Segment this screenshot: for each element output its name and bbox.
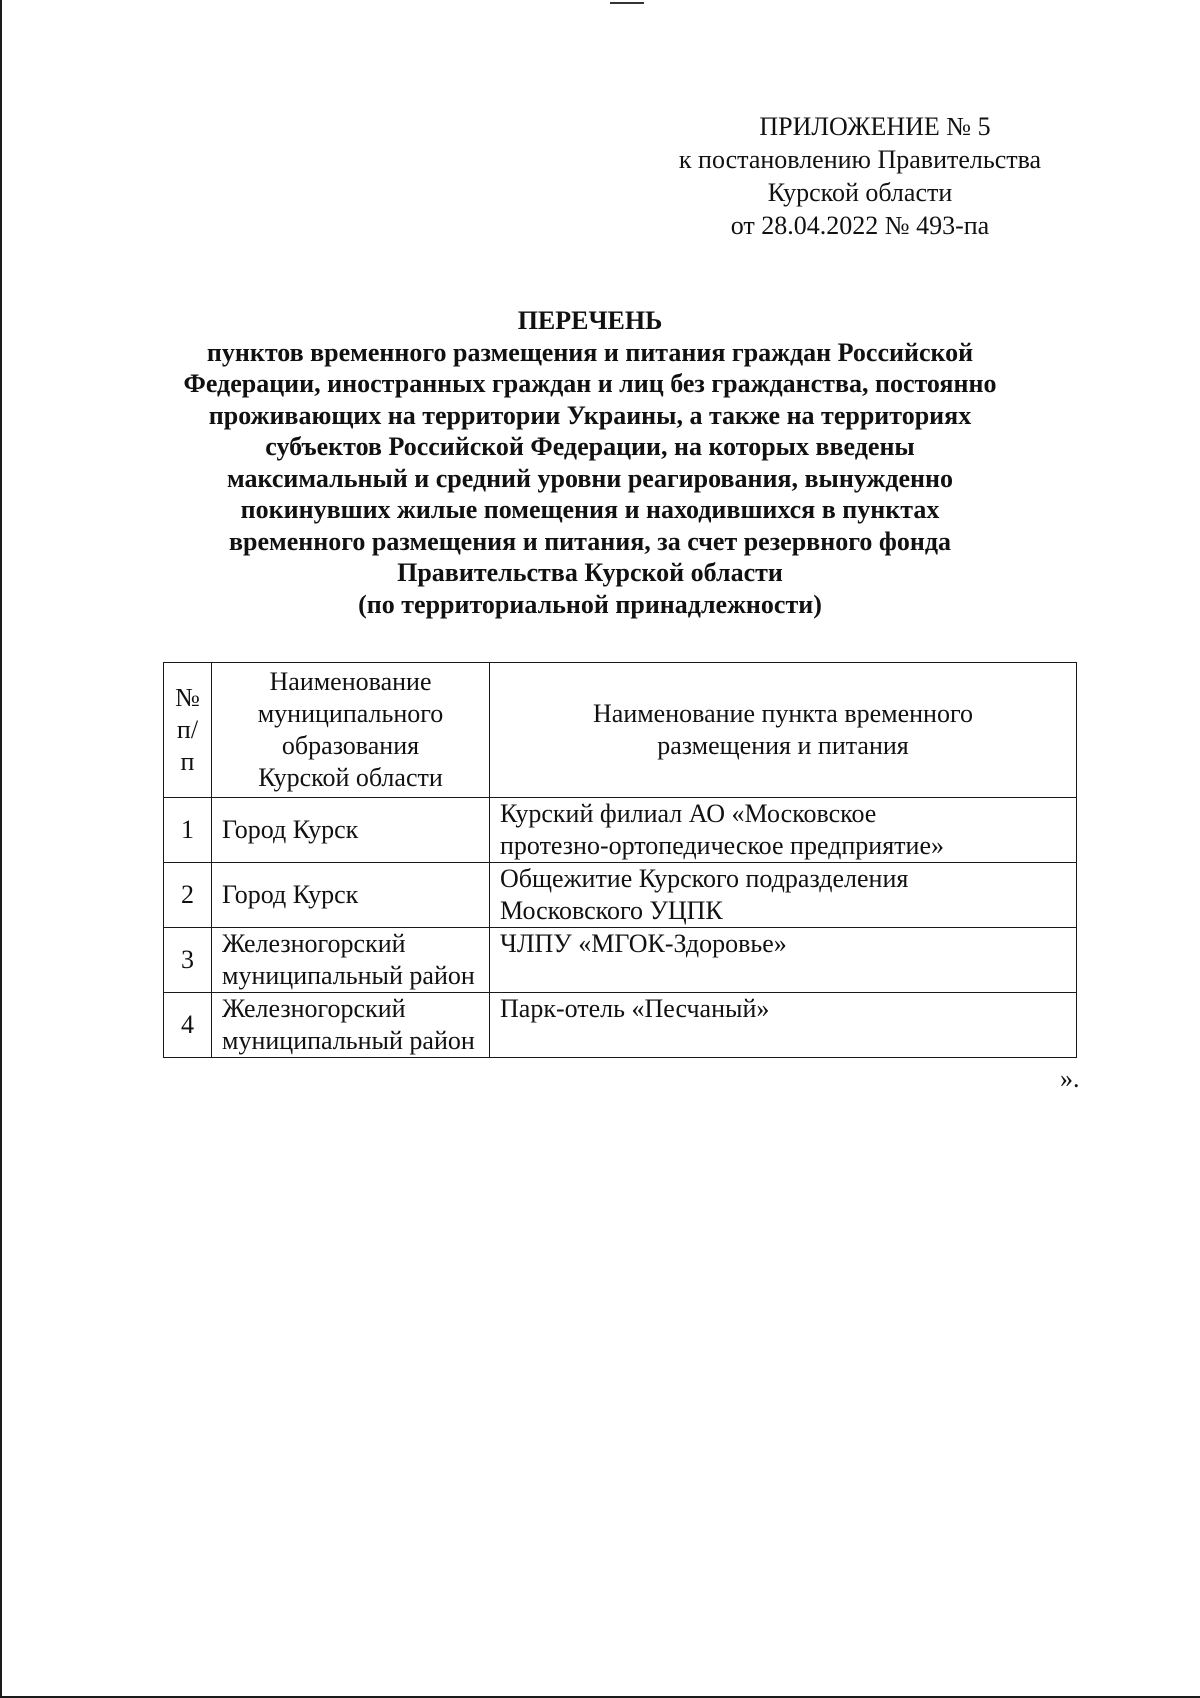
- header-municipality-line: муниципального: [257, 699, 444, 728]
- title-line: Правительства Курской области: [397, 558, 783, 587]
- header-point-line: Наименование пункта временного: [593, 699, 973, 728]
- row-point-line: Общежитие Курского подразделения: [500, 864, 909, 893]
- row-number: 1: [164, 798, 212, 863]
- appendix-region: Курской области: [767, 178, 953, 207]
- row-municipality: [212, 863, 490, 928]
- header-number-line: №: [175, 683, 200, 712]
- row-point-line: Московского УЦПК: [500, 896, 723, 925]
- title-line: максимальный и средний уровни реагирования, вынужденно: [227, 463, 953, 493]
- title-line: Федерации, иностранных граждан и лиц без гражданства, постоянно: [183, 369, 997, 398]
- table-row: [164, 798, 1077, 863]
- closing-quote-mark: ».: [1060, 1064, 1080, 1093]
- header-municipality-line: Курской области: [258, 763, 443, 792]
- appendix-header: [600, 110, 1120, 242]
- row-municipality-line: Железногорский: [222, 929, 406, 958]
- row-municipality: [212, 993, 490, 1058]
- title-line: проживающих на территории Украины, а также на территориях: [208, 400, 972, 430]
- table-row: [164, 928, 1077, 993]
- table-header-row: [164, 663, 1077, 798]
- title-line: пунктов временного размещения и питания граждан Российской: [206, 337, 974, 367]
- title-line: покинувших жилые помещения и находившихся в пунктах: [240, 495, 940, 524]
- header-municipality: [212, 663, 490, 798]
- table-row: [164, 993, 1077, 1058]
- title-heading: ПЕРЕЧЕНЬ: [517, 306, 663, 335]
- row-point-line: ЧЛПУ «МГОК-Здоровье»: [500, 929, 787, 958]
- scan-edge-left: [0, 0, 2, 1698]
- row-municipality-line: муниципальный район: [222, 961, 475, 990]
- appendix-reference: к постановлению Правительства: [678, 145, 1042, 174]
- row-point-line: Парк-отель «Песчаный»: [500, 994, 770, 1023]
- row-municipality: [212, 798, 490, 863]
- scan-mark-top: [610, 2, 644, 4]
- row-municipality-line: Город Курск: [222, 880, 359, 909]
- appendix-date: от 28.04.2022 № 493-па: [730, 211, 990, 240]
- header-number: [164, 663, 212, 798]
- row-municipality: [212, 928, 490, 993]
- row-municipality-line: Город Курск: [222, 815, 359, 844]
- row-point-line: протезно-ортопедическое предприятие»: [500, 831, 944, 860]
- title-line: (по территориальной принадлежности): [358, 589, 822, 619]
- row-point-line: Курский филиал АО «Московское: [500, 799, 877, 828]
- row-number: 4: [164, 993, 212, 1058]
- header-point-line: размещения и питания: [657, 731, 909, 760]
- row-point: [490, 798, 1077, 863]
- document-title: [130, 305, 1050, 620]
- row-number: 2: [164, 863, 212, 928]
- header-municipality-line: Наименование: [269, 667, 432, 696]
- row-municipality-line: Железногорский: [222, 994, 406, 1023]
- header-number-line: п/п: [176, 715, 199, 776]
- title-line: временного размещения и питания, за счет резервного фонда: [229, 526, 951, 556]
- row-point: [490, 863, 1077, 928]
- table-row: [164, 863, 1077, 928]
- row-municipality-line: муниципальный район: [222, 1026, 475, 1055]
- row-point: [490, 993, 1077, 1058]
- appendix-number: ПРИЛОЖЕНИЕ № 5: [759, 112, 991, 141]
- row-number: 3: [164, 928, 212, 993]
- header-point: [490, 663, 1077, 798]
- shelter-list-table: [163, 662, 1077, 1058]
- header-municipality-line: образования: [281, 731, 420, 760]
- title-line: субъектов Российской Федерации, на которых введены: [265, 432, 915, 461]
- row-point: [490, 928, 1077, 993]
